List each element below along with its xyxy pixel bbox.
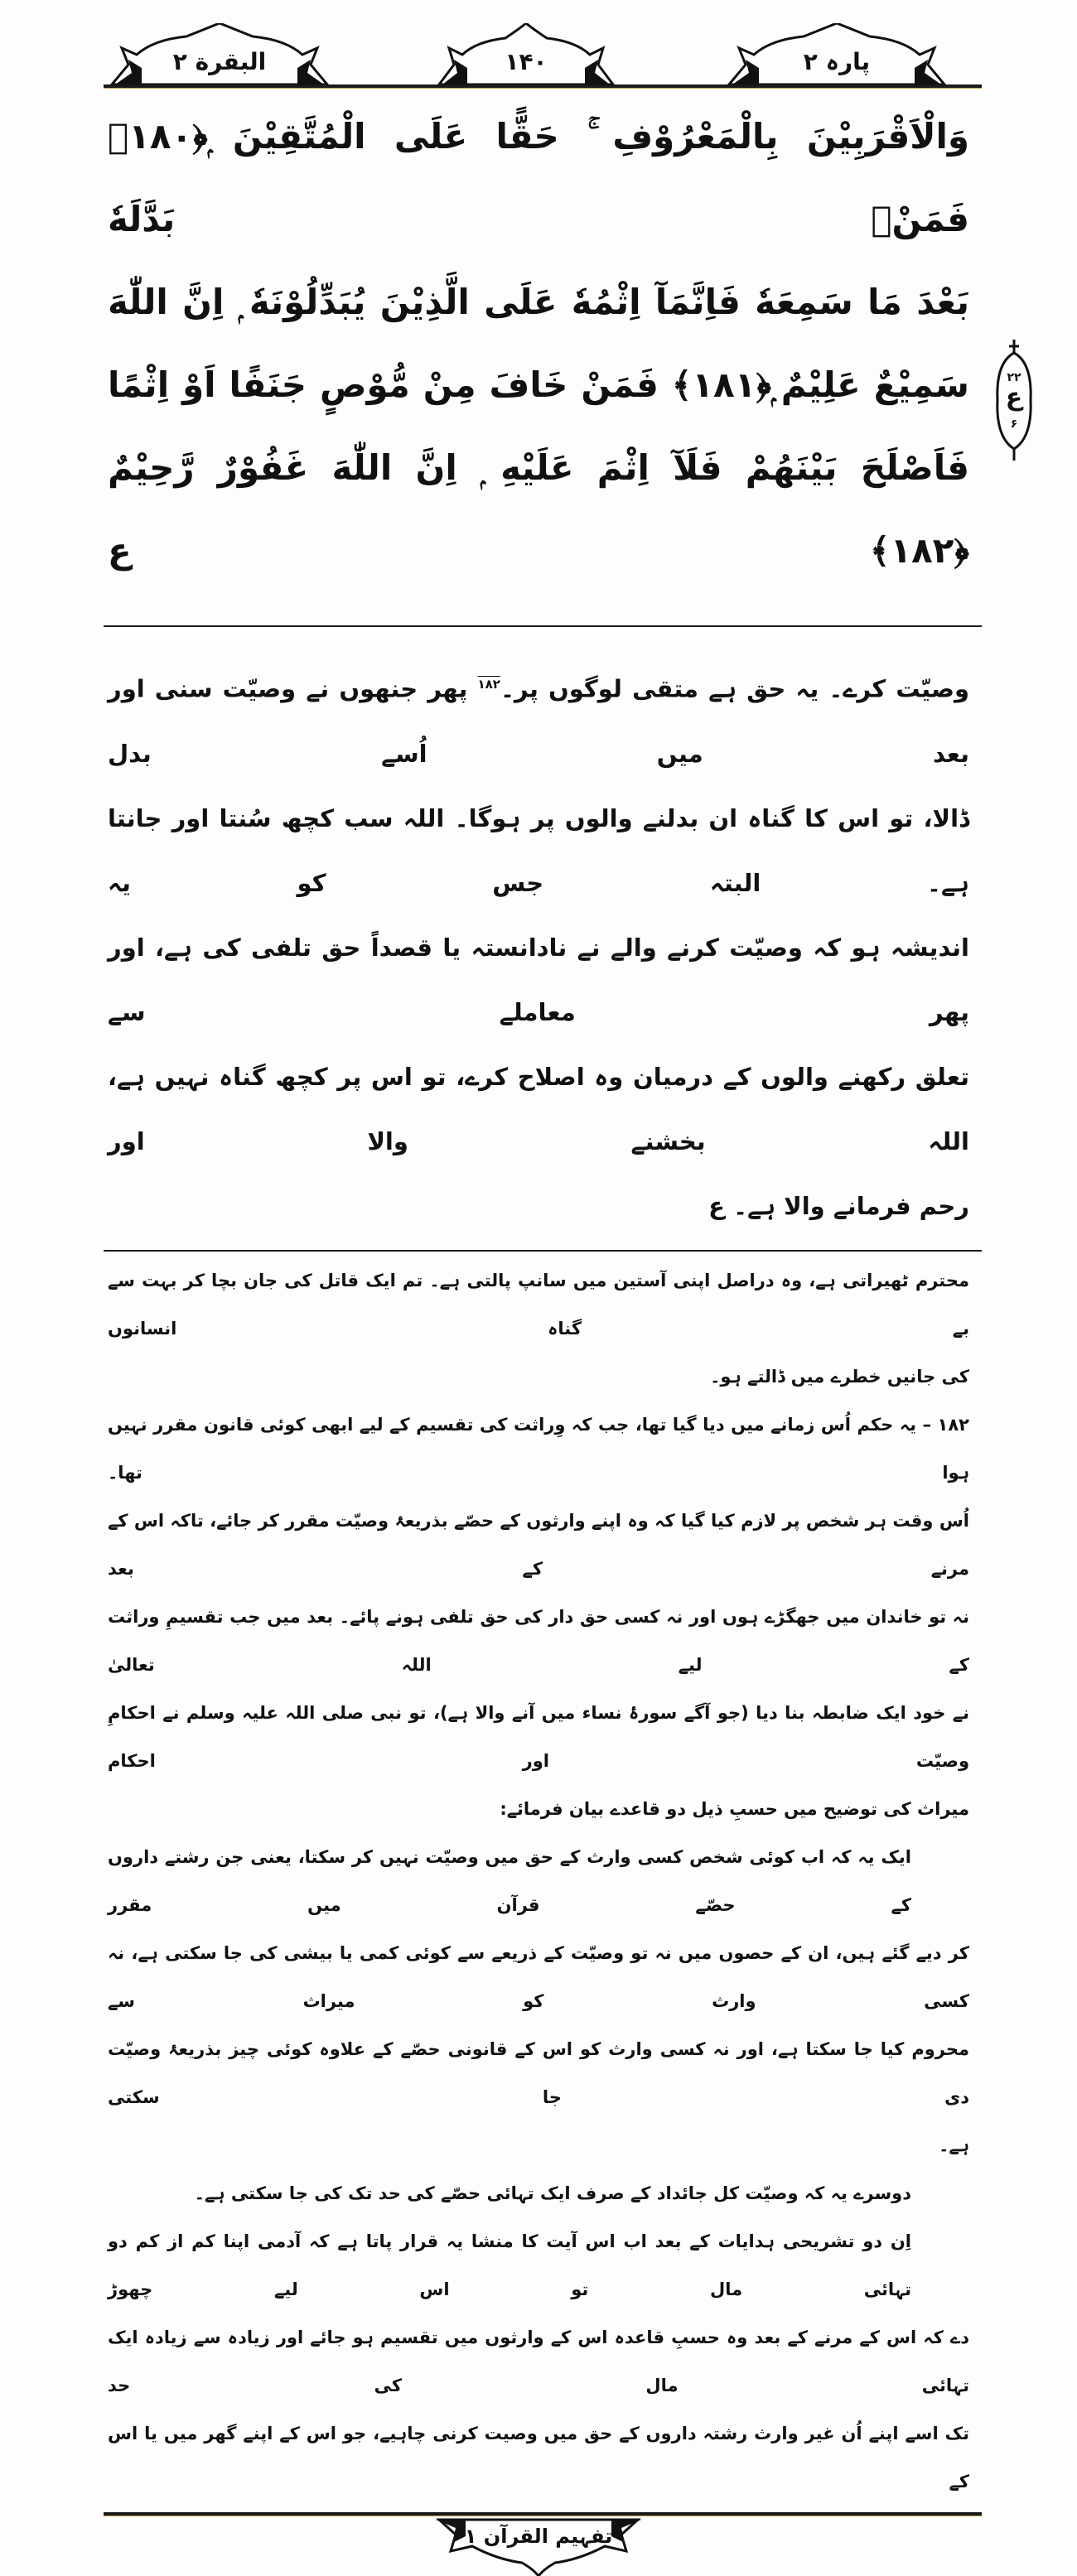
translation-line: ڈالا، تو اس کا گناہ ان بدلنے والوں پر ہوگا۔ اللہ سب کچھ سُنتا اور جانتا ہے۔ البتہ جس کو یہ [108, 803, 969, 897]
arabic-verse-line: سَمِيْعٌ عَلِيْمٌ ۭ﴿١٨١﴾ فَمَنْ خَافَ مِنْ مُّوْصٍ جَنَفًا اَوْ اِثْمًا [108, 364, 969, 405]
commentary-line: ایک یہ کہ اب کوئی شخص کسی وارث کے حق میں وصیّت نہیں کر سکتا، یعنی جن رشتے داروں کے حصّے قرآن میں مقرر [108, 1846, 911, 1915]
commentary-line: دوسرے یہ کہ وصیّت کل جائداد کے صرف ایک تہائی حصّے کی حد تک کی جا سکتی ہے۔ [194, 2183, 911, 2203]
commentary-line: دے کہ اس کے مرنے کے بعد وہ حسبِ قاعدہ اس کے وارثوں میں تقسیم ہو جائے اور زیادہ سے زیادہ ایک تہائی مال کی حد [108, 2327, 969, 2395]
header-surah-cartouche [104, 23, 336, 86]
commentary-line: اُس وقت ہر شخص پر لازم کیا گیا کہ وہ اپنے وارثوں کے حصّے بذریعۂ وصیّت مقرر کر جائے، تاکہ اس کے مرنے کے بعد [108, 1510, 969, 1579]
book-title: تفہیم القرآن ۱ [464, 2524, 613, 2548]
arabic-verse-line: فَاَصْلَحَ بَيْنَهُمْ فَلَآ اِثْمَ عَلَيْهِ ۭ اِنَّ اللّٰهَ غَفُوْرٌ رَّحِيْمٌ ﴿١٨٢﴾ ع [108, 447, 969, 571]
footer-cartouche [423, 2518, 654, 2576]
header-divider [104, 84, 982, 89]
commentary-line: میراث کی توضیح میں حسبِ ذیل دو قاعدے بیان فرمائے: [500, 1798, 969, 1819]
translation-text: پھر جنھوں نے وصیّت سنی اور بعد میں اُسے بدل [108, 674, 969, 768]
commentary-line: اِن دو تشریحی ہدایات کے بعد اب اس آیت کا منشا یہ قرار پاتا ہے کہ آدمی اپنا کم از کم دو تہائی مال تو اس لیے چھوڑ [108, 2231, 911, 2299]
page-number: ۱۴۰ [505, 48, 548, 75]
commentary-line: تک اسے اپنے اُن غیر وارث رشتہ داروں کے حق میں وصیت کرنی چاہیے، جو اس کے اپنے گھر میں یا اس کے [108, 2423, 969, 2492]
translation-line [108, 652, 969, 786]
commentary-line: کی جانیں خطرے میں ڈالتے ہو۔ [710, 1366, 969, 1387]
commentary-divider [104, 1250, 982, 1252]
translation-line: تعلق رکھنے والوں کے درمیان وہ اصلاح کرے، تو اس پر کچھ گناہ نہیں ہے، اللہ بخشنے والا اور [108, 1062, 969, 1155]
commentary-line: نے خود ایک ضابطہ بنا دیا (جو آگے سورۂ نساء میں آنے والا ہے)، تو نبی صلی اللہ علیہ وسلم نے احکامِ وصیّت اور احکام [108, 1702, 969, 1771]
surah-name: البقرة ۲ [172, 48, 267, 75]
commentary-section [108, 1257, 969, 2506]
header-para-cartouche [721, 23, 953, 86]
arabic-verses [108, 95, 969, 592]
commentary-line: محترم ٹھیراتی ہے، وہ دراصل اپنی آستین میں سانپ پالتی ہے۔ تم ایک قاتل کی جان بچا کر بہت سے بے گناہ انسانوں [108, 1270, 969, 1339]
arabic-verse-line: بَعْدَ مَا سَمِعَهٗ فَاِنَّمَآ اِثْمُهٗ عَلَى الَّذِيْنَ يُبَدِّلُوْنَهٗ ۭ اِنَّ اللّٰهَ [108, 282, 969, 322]
translation [108, 652, 969, 1238]
ruku-number: ۶ [1010, 417, 1018, 431]
commentary-line: محروم کیا جا سکتا ہے، اور نہ کسی وارث کو اس کے قانونی حصّے کے علاوہ کوئی چیز بذریعۂ وصیّت دی جا سکتی [108, 2038, 969, 2107]
commentary-line: ہے۔ [939, 2135, 969, 2155]
arabic-verse-line: وَالْاَقْرَبِيْنَ بِالْمَعْرُوْفِ ۚ حَقًّا عَلَى الْمُتَّقِيْنَ ۭ﴿١٨٠﴾ فَمَنْۢ بَدَّلَهٗ [108, 116, 969, 239]
footnote-ref[interactable]: ۱۸۲ [477, 677, 500, 692]
verse-divider [104, 625, 982, 627]
page-body [0, 84, 1077, 2576]
translation-line: اندیشہ ہو کہ وصیّت کرنے والے نے نادانستہ یا قصداً حق تلفی کی ہے، اور پھر معاملے سے [108, 933, 969, 1026]
ruku-letter: ع [1005, 383, 1023, 412]
header-page-cartouche [431, 23, 621, 86]
commentary-line: کر دیے گئے ہیں، ان کے حصوں میں نہ تو وصیّت کے ذریعے سے کوئی کمی یا بیشی کی جا سکتی ہے، نہ کسی وارث کو میراث سے [108, 1942, 969, 2011]
ruku-count: ۲۲ [1007, 371, 1021, 384]
translation-text: وصیّت کرے۔ یہ حق ہے متقی لوگوں پر۔ [500, 674, 969, 703]
commentary-line: ۱۸۲ – یہ حکم اُس زمانے میں دیا گیا تھا، جب کہ وِراثت کی تقسیم کے لیے ابھی کوئی قانون مقرر نہیں ہوا تھا۔ [108, 1414, 969, 1483]
para-number: پارہ ۲ [803, 48, 871, 75]
commentary-line: نہ تو خاندان میں جھگڑے ہوں اور نہ کسی حق دار کی حق تلفی ہونے پائے۔ بعد میں جب تقسیمِ وراثت کے لیے اللہ تعالیٰ [108, 1606, 969, 1675]
footer-divider [104, 2512, 982, 2516]
translation-line: رحم فرمانے والا ہے۔ ع [708, 1191, 969, 1220]
